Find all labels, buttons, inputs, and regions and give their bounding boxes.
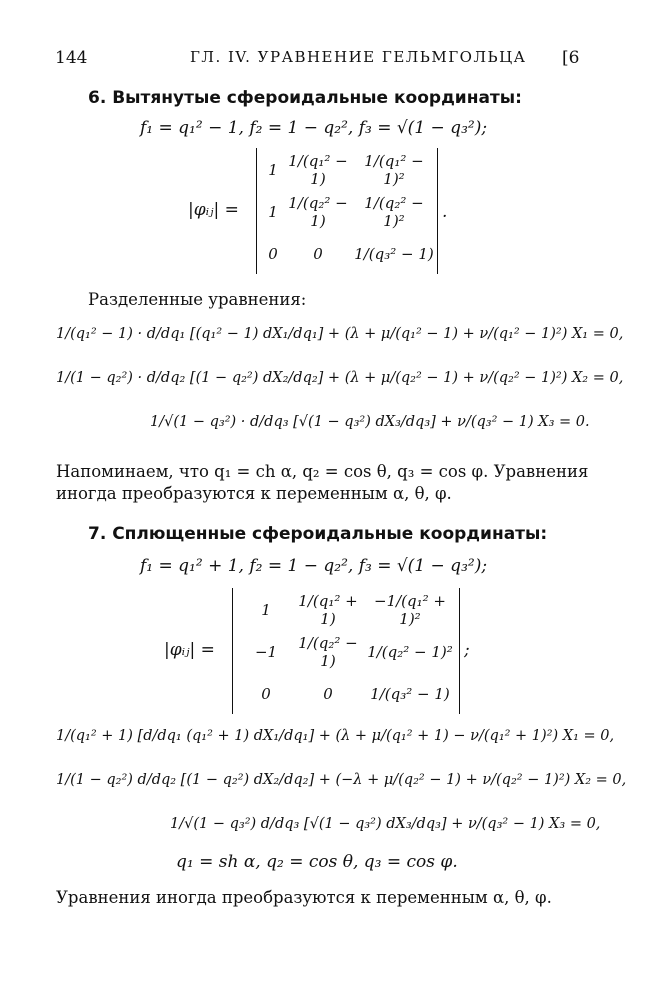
section-7-equation-1: 1/(q₁² + 1) [d/dq₁ (q₁² + 1) dX₁/dq₁] + (λ + μ/(q₁² + 1) − ν/(q₁² + 1)²) X₁ = 0, bbox=[56, 728, 615, 744]
section-6-heading: 6. Вытянутые сфероидальные координаты: bbox=[88, 88, 522, 108]
page-number: 144 bbox=[55, 48, 88, 68]
matrix-cell: 1 bbox=[261, 601, 271, 619]
section-7-closing-text: Уравнения иногда преобразуются к переменным α, θ, φ. bbox=[56, 888, 552, 907]
matrix-cell: 1/(q₃² − 1) bbox=[370, 685, 450, 703]
section-7-substitution: q₁ = sh α, q₂ = cos θ, q₃ = cos φ. bbox=[176, 852, 458, 872]
section-6-f-definitions: f₁ = q₁² − 1, f₂ = 1 − q₂², f₃ = √(1 − q₃²); bbox=[140, 118, 488, 138]
matrix-cell: 1/(q₁² + 1) bbox=[298, 592, 358, 628]
section-6-matrix bbox=[256, 148, 438, 274]
section-7-matrix-label: |φᵢⱼ| = bbox=[164, 640, 215, 660]
section-reference: [6 bbox=[562, 48, 580, 68]
section-6-matrix-end: . bbox=[442, 202, 448, 222]
section-7-matrix bbox=[232, 588, 460, 714]
section-6-matrix-label: |φᵢⱼ| = bbox=[188, 200, 239, 220]
matrix-cell: 0 bbox=[323, 685, 333, 703]
matrix-cell: 1/(q₁² − 1)² bbox=[364, 152, 424, 188]
matrix-cell: 0 bbox=[261, 685, 271, 703]
matrix-cell: 1 bbox=[268, 203, 278, 221]
matrix-cell: 1/(q₂² − 1)² bbox=[364, 194, 424, 230]
section-7-equation-3: 1/√(1 − q₃²) d/dq₃ [√(1 − q₃²) dX₃/dq₃] + ν/(q₃² − 1) X₃ = 0, bbox=[170, 816, 601, 832]
matrix-row bbox=[233, 676, 459, 712]
matrix-cell: −1 bbox=[254, 643, 278, 661]
section-7-f-definitions: f₁ = q₁² + 1, f₂ = 1 − q₂², f₃ = √(1 − q₃²); bbox=[140, 556, 488, 576]
section-7-heading: 7. Сплющенные сфероидальные координаты: bbox=[88, 524, 548, 544]
section-6-equation-2: 1/(1 − q₂²) · d/dq₂ [(1 − q₂²) dX₂/dq₂] + (λ + μ/(q₂² − 1) + ν/(q₂² − 1)²) X₂ = 0, bbox=[56, 370, 624, 386]
matrix-row bbox=[257, 152, 437, 188]
section-6-equation-3: 1/√(1 − q₃²) · d/dq₃ [√(1 − q₃²) dX₃/dq₃] + ν/(q₃² − 1) X₃ = 0. bbox=[150, 414, 590, 430]
running-title: ГЛ. IV. УРАВНЕНИЕ ГЕЛЬМГОЛЬЦА bbox=[190, 48, 527, 66]
matrix-row bbox=[257, 194, 437, 230]
section-7-matrix-end: ; bbox=[464, 640, 470, 660]
matrix-row bbox=[233, 592, 459, 628]
matrix-row bbox=[233, 634, 459, 670]
section-7-equation-2: 1/(1 − q₂²) d/dq₂ [(1 − q₂²) dX₂/dq₂] + (−λ + μ/(q₂² − 1) + ν/(q₂² − 1)²) X₂ = 0, bbox=[56, 772, 627, 788]
matrix-cell: 1/(q₃² − 1) bbox=[354, 245, 434, 263]
section-6-note-line-2: иногда преобразуются к переменным α, θ, φ. bbox=[56, 484, 452, 503]
matrix-cell: 1 bbox=[268, 161, 278, 179]
matrix-cell: 1/(q₂² − 1) bbox=[298, 634, 358, 670]
matrix-cell: 0 bbox=[268, 245, 278, 263]
matrix-cell: 1/(q₁² − 1) bbox=[288, 152, 348, 188]
separated-equations-label: Разделенные уравнения: bbox=[88, 290, 307, 309]
section-6-equation-1: 1/(q₁² − 1) · d/dq₁ [(q₁² − 1) dX₁/dq₁] + (λ + μ/(q₁² − 1) + ν/(q₁² − 1)²) X₁ = 0, bbox=[56, 326, 624, 342]
matrix-cell: −1/(q₁² + 1)² bbox=[374, 592, 446, 628]
matrix-row bbox=[257, 236, 437, 272]
matrix-cell: 1/(q₂² − 1)² bbox=[367, 643, 453, 661]
matrix-cell: 1/(q₂² − 1) bbox=[288, 194, 348, 230]
matrix-cell: 0 bbox=[313, 245, 323, 263]
section-6-note-line-1: Напоминаем, что q₁ = ch α, q₂ = cos θ, q₃ = cos φ. Уравнения bbox=[56, 462, 589, 481]
